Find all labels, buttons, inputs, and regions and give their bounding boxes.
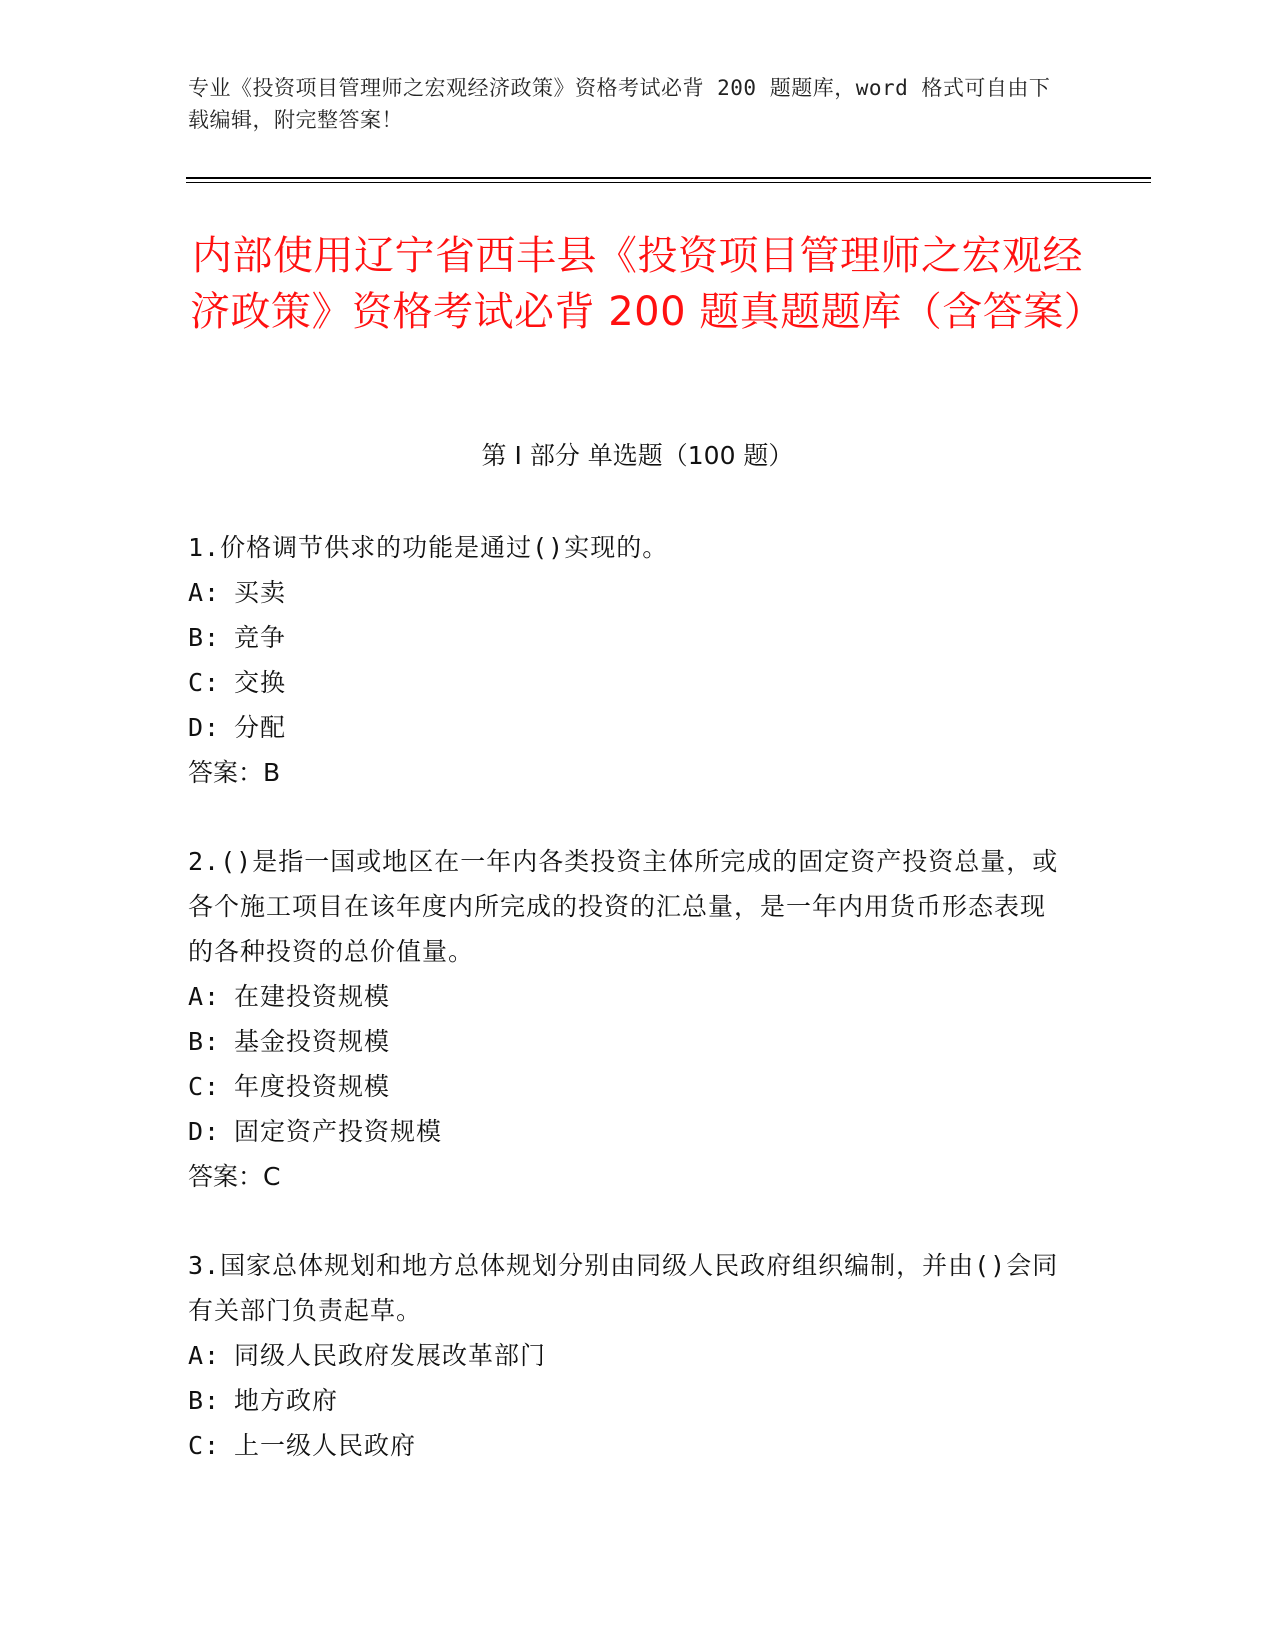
document-title: 内部使用辽宁省西丰县《投资项目管理师之宏观经济政策》资格考试必背 200 题真题题库（含答案） [190, 233, 1105, 335]
question-list [188, 525, 1068, 1512]
option-c [188, 660, 1068, 705]
option-c [188, 1064, 1068, 1109]
option-letter: B: [188, 623, 221, 652]
option-letter: B: [188, 1386, 221, 1415]
section-title: 第 I 部分 单选题（100 题） [481, 441, 794, 470]
option-text: 固定资产投资规模 [234, 1117, 443, 1146]
question-stem: 3.国家总体规划和地方总体规划分别由同级人民政府组织编制，并由()会同有关部门负责起草。 [188, 1251, 1059, 1325]
option-text: 分配 [234, 713, 287, 742]
option-d [188, 1109, 1068, 1154]
question-1 [188, 525, 1068, 795]
option-c [188, 1423, 1068, 1468]
option-text: 买卖 [234, 578, 287, 607]
option-text: 年度投资规模 [234, 1072, 391, 1101]
option-text: 上一级人民政府 [234, 1431, 417, 1460]
question-stem: 1.价格调节供求的功能是通过()实现的。 [188, 533, 669, 562]
option-b [188, 1378, 1068, 1423]
option-text: 地方政府 [234, 1386, 339, 1415]
option-letter: C: [188, 668, 221, 697]
option-a [188, 974, 1068, 1019]
option-letter: C: [188, 1072, 221, 1101]
option-letter: A: [188, 1341, 221, 1370]
option-b [188, 615, 1068, 660]
question-stem: 2.()是指一国或地区在一年内各类投资主体所完成的固定资产投资总量，或各个施工项目在该年度内所完成的投资的汇总量，是一年内用货币形态表现的各种投资的总价值量。 [188, 847, 1059, 966]
option-b [188, 1019, 1068, 1064]
option-text: 基金投资规模 [234, 1027, 391, 1056]
answer: 答案：C [188, 1162, 281, 1191]
option-a [188, 570, 1068, 615]
option-letter: A: [188, 578, 221, 607]
option-letter: D: [188, 713, 221, 742]
option-letter: A: [188, 982, 221, 1011]
option-text: 同级人民政府发展改革部门 [234, 1341, 547, 1370]
option-letter: D: [188, 1117, 221, 1146]
option-text: 竞争 [234, 623, 287, 652]
header-note: 专业《投资项目管理师之宏观经济政策》资格考试必背 200 题题库，word 格式可自由下载编辑，附完整答案！ [188, 76, 1051, 132]
option-a [188, 1333, 1068, 1378]
option-text: 交换 [234, 668, 287, 697]
option-text: 在建投资规模 [234, 982, 391, 1011]
option-letter: B: [188, 1027, 221, 1056]
option-letter: C: [188, 1431, 221, 1460]
question-2 [188, 839, 1068, 1199]
question-3 [188, 1243, 1068, 1468]
option-d [188, 705, 1068, 750]
header-divider [186, 177, 1151, 183]
answer: 答案：B [188, 758, 281, 787]
